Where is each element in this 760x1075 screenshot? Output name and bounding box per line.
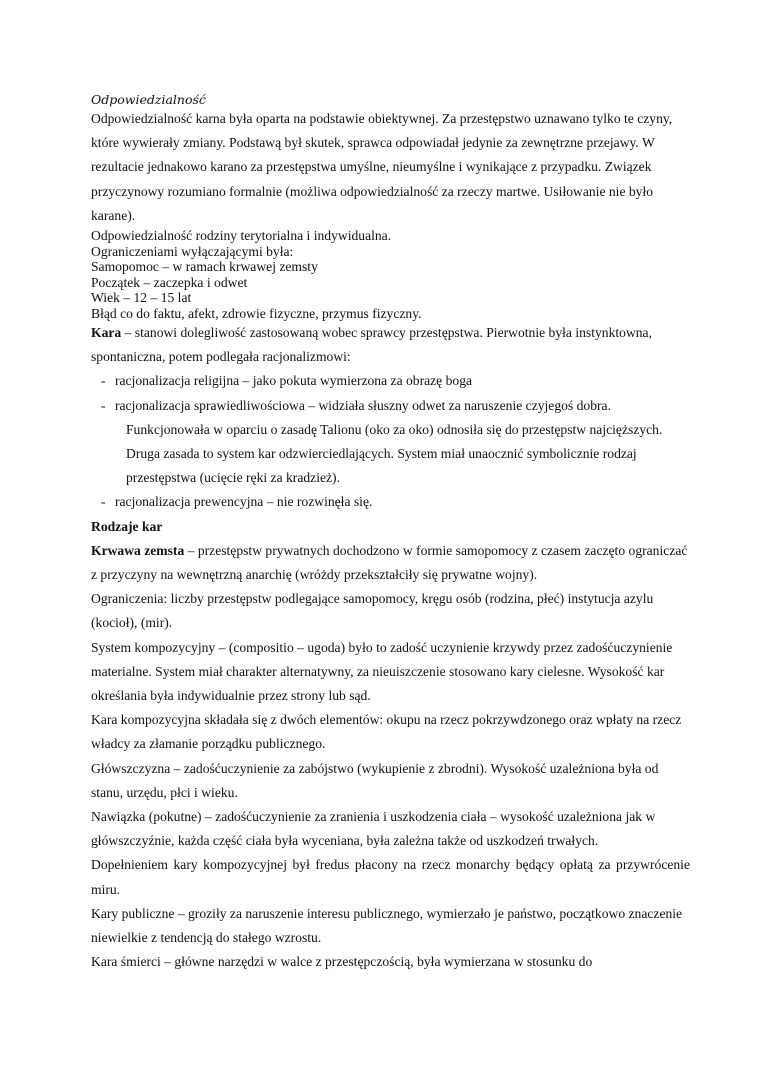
- rationalization-list: [91, 369, 690, 514]
- krwawa-term: Krwawa zemsta: [91, 542, 185, 558]
- kara-text: – stanowi dolegliwość zastosowaną wobec sprawcy przestępstwa. Pierwotnie była instynktowna, spontaniczna, potem podlegała racjonalizmowi:: [91, 325, 652, 365]
- heading-text: Rodzaje kar: [91, 518, 163, 534]
- paragraph-death-penalty: Kara śmierci – główne narzędzi w walce z przestępczością, była wymierzana w stosunku do: [91, 954, 593, 970]
- responsibility-list: [91, 228, 690, 321]
- intro-paragraph: Odpowiedzialność karna była oparta na podstawie obiektywnej. Za przestępstwo uznawano tylko te czyny, które wywierały zmiany. Podstawą był skutek, sprawca odpowiadał jedynie za zewnętrzne przejawy. W rezultacie jednakowo karano za przestępstwa umyślne, nieumyślne i wynikające z przypadku. Związek przyczynowy rozumiano formalnie (możliwa odpowiedzialność za rzeczy martwe. Usiłowanie nie było karane).: [91, 111, 673, 223]
- krwawa-text: – przestępstw prywatnych dochodzono w formie samopomocy z czasem zaczęto ograniczać z przyczyny na wewnętrzną anarchię (wróżdy przekształciły się prywatne wojny).: [91, 542, 688, 583]
- paragraph-nawiazka: Nawiązka (pokutne) – zadośćuczynienie za zranienia i uszkodzenia ciała – wysokość uzależniona jak w główszczyźnie, każda część ciała była wyceniana, była zależna także od uszkodzeń trwałych.: [91, 809, 656, 849]
- bullet-preventive-text: racjonalizacja prewencyjna – nie rozwinęła się.: [115, 494, 373, 510]
- krwawa-paragraph: [91, 539, 690, 587]
- line-age: Wiek – 12 – 15 lat: [91, 290, 192, 306]
- list-item-justice: [91, 394, 690, 491]
- line-self-help: Samopomoc – w ramach krwawej zemsty: [91, 259, 318, 275]
- kara-term: Kara: [91, 325, 122, 341]
- bullet-justice-text: racjonalizacja sprawiedliwościowa – widziała słuszny odwet za naruszenie czyjegoś dobra.: [115, 397, 611, 413]
- heading-penalty-types: [91, 515, 690, 539]
- line-beginning: Początek – zaczepka i odwet: [91, 274, 248, 290]
- bullet-religious-text: racjonalizacja religijna – jako pokuta wymierzona za obrazę boga: [115, 373, 473, 389]
- list-item-preventive: [91, 490, 690, 514]
- paragraph-public-penalties: Kary publiczne – groziły za naruszenie interesu publicznego, wymierzało je państwo, początkowo znaczenie niewielkie z tendencją do stałego wzrostu.: [91, 905, 683, 946]
- paragraph-composition-system: System kompozycyjny – (compositio – ugoda) było to zadość uczynienie krzywdy przez zadośćuczynienie materialne. System miał charakter alternatywny, za nieuiszczenie stosowano kary cielesne. Wysokość kar określania była indywidualnie przez strony lub sąd.: [91, 639, 673, 704]
- paragraph-composition-penalty: Kara kompozycyjna składała się z dwóch elementów: okupu na rzecz pokrzywdzonego oraz wpłaty na rzecz władcy za złamanie porządku publicznego.: [91, 712, 682, 752]
- paragraph-limitations: Ograniczenia: liczby przestępstw podlegające samopomocy, kręgu osób (rodzina, płeć) instytucja azylu (kocioł), (mir).: [91, 591, 654, 631]
- line-error: Błąd co do faktu, afekt, zdrowie fizyczne, przymus fizyczny.: [91, 305, 422, 321]
- bullet-justice-continuation: Funkcjonowała w oparciu o zasadę Talionu (oko za oko) odnosiła się do przestępstw najcięższych. Druga zasada to system kar odzwierciedlających. System miał unaocznić symbolicznie rodzaj przestępstwa (ucięcie ręki za kradzież).: [126, 421, 663, 486]
- line-limitations: Ograniczeniami wyłączającymi była:: [91, 243, 294, 259]
- kara-paragraph: [91, 321, 690, 369]
- paragraph-glowszczyzna: Główszczyzna – zadośćuczynienie za zabójstwo (wykupienie z zbrodni). Wysokość uzależniona była od stanu, urzędu, płci i wieku.: [91, 760, 659, 800]
- list-item-religious: [91, 369, 690, 393]
- paragraph-fredus: Dopełnieniem kary kompozycyjnej był fredus płacony na rzecz monarchy będący opłatą za przywrócenie miru.: [91, 857, 690, 897]
- section-title: Odpowiedzialność: [91, 92, 206, 107]
- line-family-responsibility: Odpowiedzialność rodziny terytorialna i indywidualna.: [91, 228, 392, 244]
